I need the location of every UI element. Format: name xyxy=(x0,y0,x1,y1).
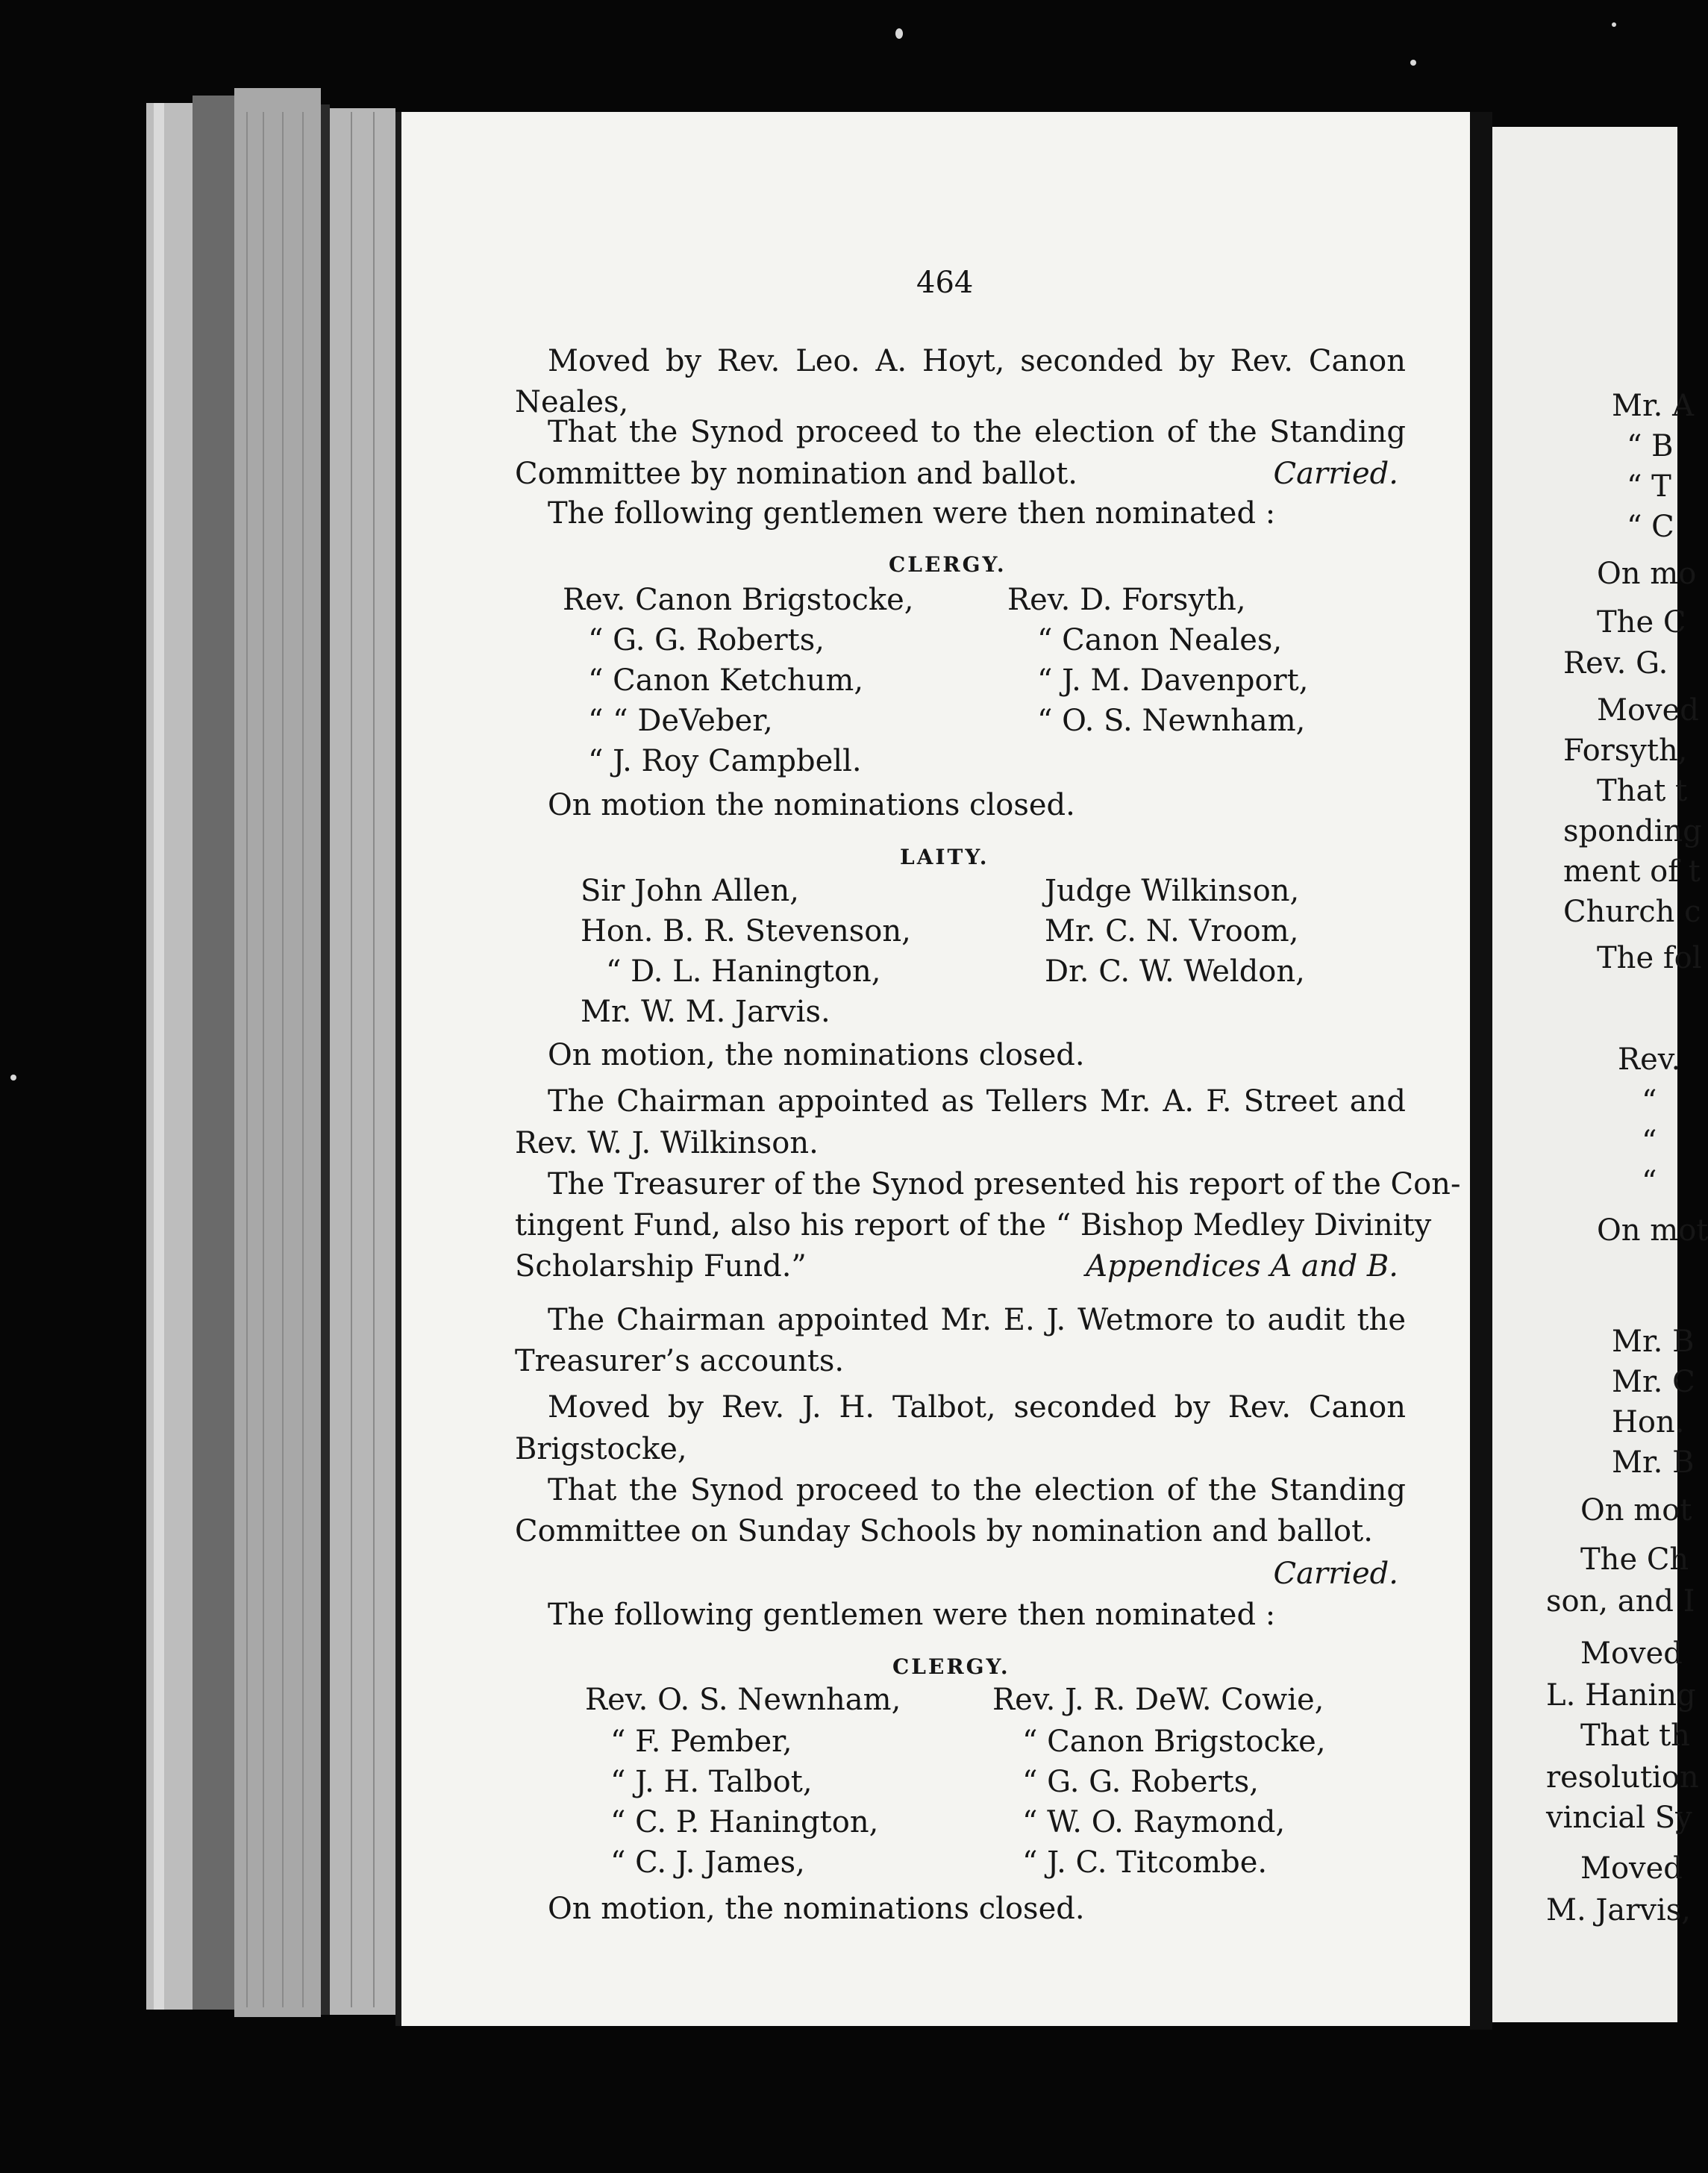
carried-note: Carried. xyxy=(1273,457,1398,491)
nominee: “ O. S. Newnham, xyxy=(1037,704,1306,738)
nominee: “ F. Pember, xyxy=(610,1725,792,1759)
nominee: “ J. Roy Campbell. xyxy=(588,744,862,778)
nominee: “ J. C. Titcombe. xyxy=(1022,1845,1268,1880)
nominee: “ D. L. Hanington, xyxy=(606,954,881,989)
nominee: “ C. P. Hanington, xyxy=(610,1805,879,1839)
facing-page-line: vincial Sy xyxy=(1546,1801,1692,1835)
paragraph-line: Brigstocke, xyxy=(515,1432,687,1466)
paragraph-line: On motion, the nominations closed. xyxy=(548,1892,1085,1926)
facing-page-line: “ xyxy=(1642,1125,1657,1159)
page-edge-line xyxy=(263,112,264,2007)
book-gutter xyxy=(1470,112,1492,2030)
paragraph-line: The Treasurer of the Synod presented his report of the Con- xyxy=(548,1167,1461,1201)
facing-page-line: That th xyxy=(1580,1719,1690,1753)
page-edge-dark xyxy=(193,96,234,2010)
nominee: “ G. G. Roberts, xyxy=(1022,1765,1259,1799)
page-edge-line xyxy=(282,112,284,2007)
nominee: Hon. B. R. Stevenson, xyxy=(581,914,911,948)
facing-page-line: The C xyxy=(1597,605,1686,640)
paragraph-line: Neales, xyxy=(515,385,629,419)
facing-page xyxy=(1492,127,1708,2022)
section-heading-clergy: CLERGY. xyxy=(892,1654,1010,1679)
facing-page-line: “ xyxy=(1642,1165,1657,1199)
paragraph-line: The following gentlemen were then nominated : xyxy=(548,1598,1276,1632)
film-speck xyxy=(1410,60,1416,66)
paragraph-line: Rev. W. J. Wilkinson. xyxy=(515,1126,819,1160)
facing-page-line: Hon. xyxy=(1612,1405,1685,1439)
facing-page-line: Church c xyxy=(1563,895,1701,929)
facing-page-line: Moved xyxy=(1580,1851,1683,1886)
facing-page-line: Moved xyxy=(1597,693,1699,728)
paragraph-line: On motion, the nominations closed. xyxy=(548,1038,1085,1072)
paragraph-line: Scholarship Fund.” xyxy=(515,1249,807,1284)
facing-page-line: sponding xyxy=(1563,814,1702,848)
page-edge-line xyxy=(246,112,248,2007)
facing-page-line: resolution xyxy=(1546,1760,1699,1795)
facing-page-line: “ B xyxy=(1627,429,1674,463)
nominee: “ C. J. James, xyxy=(610,1845,805,1880)
book-page xyxy=(395,112,1470,2026)
facing-page-line: On mot xyxy=(1580,1493,1692,1528)
nominee: Sir John Allen, xyxy=(581,874,800,908)
page-edge-highlight xyxy=(154,103,164,2010)
nominee: Rev. Canon Brigstocke, xyxy=(563,583,914,617)
nominee: Dr. C. W. Weldon, xyxy=(1045,954,1305,989)
facing-page-line: “ C xyxy=(1627,510,1674,544)
facing-page-line: Mr. B xyxy=(1612,1325,1695,1359)
paragraph-line: The following gentlemen were then nominated : xyxy=(548,496,1276,531)
facing-page-line: “ xyxy=(1642,1084,1657,1119)
nominee: Mr. C. N. Vroom, xyxy=(1045,914,1299,948)
nominee: Judge Wilkinson, xyxy=(1045,874,1300,908)
nominee: Mr. W. M. Jarvis. xyxy=(581,995,830,1029)
nominee: “ “ DeVeber, xyxy=(588,704,773,738)
paragraph-line: The Chairman appointed Mr. E. J. Wetmore to audit the xyxy=(548,1303,1406,1337)
film-speck xyxy=(1612,22,1616,27)
paragraph-line: That the Synod proceed to the election of the Standing xyxy=(548,1473,1406,1507)
film-speck xyxy=(10,1075,16,1081)
nominee: Rev. J. R. DeW. Cowie, xyxy=(992,1683,1324,1717)
carried-note: Carried. xyxy=(1273,1557,1398,1591)
facing-page-line: Forsyth, xyxy=(1563,734,1688,768)
paragraph-line: Moved by Rev. J. H. Talbot, seconded by Rev. Canon xyxy=(548,1390,1406,1425)
facing-page-line: Moved xyxy=(1580,1636,1683,1671)
nominee: “ Canon Ketchum, xyxy=(588,663,864,698)
paragraph-line: Treasurer’s accounts. xyxy=(515,1344,845,1378)
page-edge-line xyxy=(302,112,304,2007)
facing-page-line: “ T xyxy=(1627,469,1671,504)
facing-page-line: ment of t xyxy=(1563,854,1701,889)
facing-page-line: M. Jarvis, xyxy=(1546,1893,1692,1927)
facing-page-line: On mot xyxy=(1597,1213,1708,1248)
nominee: “ J. M. Davenport, xyxy=(1037,663,1309,698)
facing-page-line: Rev. xyxy=(1618,1042,1681,1077)
facing-page-line: L. Haning xyxy=(1546,1678,1696,1713)
nominee: “ Canon Brigstocke, xyxy=(1022,1725,1326,1759)
nominee: “ Canon Neales, xyxy=(1037,623,1283,657)
nominee: Rev. O. S. Newnham, xyxy=(585,1683,901,1717)
paragraph-line: That the Synod proceed to the election of the Standing xyxy=(548,415,1406,449)
facing-page-line: On mo xyxy=(1597,557,1697,591)
facing-page-line: Mr. C xyxy=(1612,1365,1695,1399)
nominee: Rev. D. Forsyth, xyxy=(1007,583,1246,617)
appendix-note: Appendices A and B. xyxy=(1086,1249,1398,1284)
facing-page-line: That t xyxy=(1597,774,1688,808)
paragraph-line: Moved by Rev. Leo. A. Hoyt, seconded by Rev. Canon xyxy=(548,344,1406,378)
paragraph-line: On motion the nominations closed. xyxy=(548,788,1075,822)
facing-page-line: Rev. G. xyxy=(1563,646,1668,681)
page-edge-line xyxy=(373,112,375,2007)
nominee: “ W. O. Raymond, xyxy=(1022,1805,1286,1839)
paragraph-line: tingent Fund, also his report of the “ Bishop Medley Divinity xyxy=(515,1208,1432,1242)
page-number: 464 xyxy=(916,266,974,300)
page-edge-shadow xyxy=(321,104,330,2015)
page-edge-inner xyxy=(330,108,395,2015)
paragraph-line: The Chairman appointed as Tellers Mr. A. F. Street and xyxy=(548,1084,1406,1119)
facing-page-line: The Ch xyxy=(1580,1542,1689,1577)
facing-page-line: son, and I xyxy=(1546,1584,1695,1619)
film-speck xyxy=(895,28,903,39)
paragraph-line: Committee on Sunday Schools by nomination and ballot. xyxy=(515,1514,1373,1548)
nominee: “ J. H. Talbot, xyxy=(610,1765,813,1799)
paragraph-line: Committee by nomination and ballot. xyxy=(515,457,1077,491)
section-heading-laity: LAITY. xyxy=(900,845,989,869)
section-heading-clergy: CLERGY. xyxy=(889,552,1007,577)
facing-page-line: Mr. A xyxy=(1612,389,1694,423)
nominee: “ G. G. Roberts, xyxy=(588,623,825,657)
facing-page-line: The fol xyxy=(1597,941,1702,975)
page-edge-line xyxy=(351,112,352,2007)
facing-page-line: Mr. B xyxy=(1612,1445,1695,1480)
